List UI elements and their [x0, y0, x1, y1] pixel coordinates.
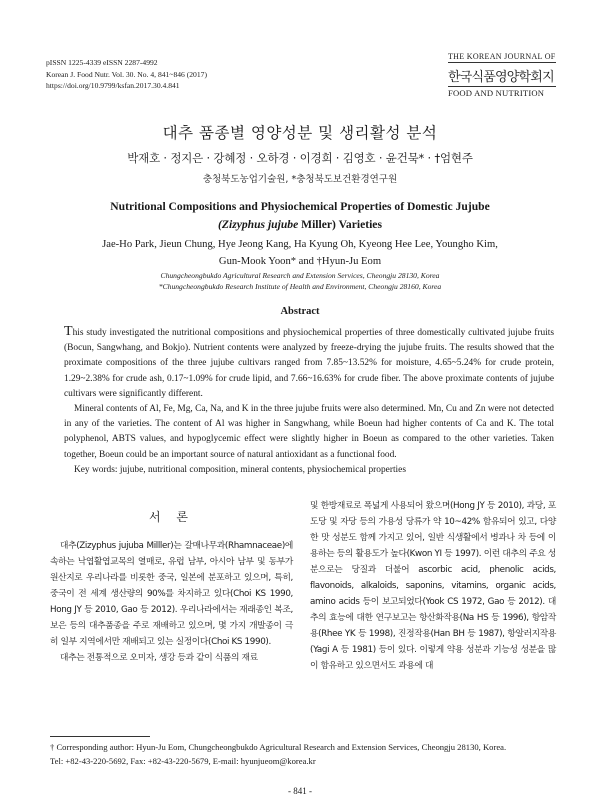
journal-name-en-bottom: FOOD AND NUTRITION [448, 86, 556, 98]
affil-en-line1: Chungcheongbukdo Agricultural Research and Extension Services, Cheongju 28130, Korea [160, 271, 440, 280]
paper-title-en [60, 198, 540, 234]
authors-en-line2: Gun-Mook Yoon* and †Hyun-Ju Eom [218, 255, 382, 267]
intro-right-text [310, 498, 556, 674]
journal-name-en-top: THE KOREAN JOURNAL OF [448, 52, 556, 61]
title-en-line1: Nutritional Compositions and Physiochemical Properties of Domestic Jujube [110, 200, 490, 213]
intro-paragraph-2: 대추는 전통적으로 오미자, 생강 등과 같이 식품의 재료 [60, 653, 258, 663]
footnote [50, 741, 560, 768]
paper-title-kr: 대추 품종별 영양성분 및 생리활성 분석 [162, 124, 438, 142]
abstract-paragraph-2: Mineral contents of Al, Fe, Mg, Ca, Na, and K in the three jujube fruits were also determined. Mn, Cu and Zn were not detected in any of the varieties. The content of Al was higher in Sangwhang, while Boeun had higher contents of Ca and K. The total polyphenol, ABTS values, and hypoglycemic effect were slightly higher in Boeun as compared to the other varieties. Taken together, Boeun could be an important source of natural antioxidant as a functional food. [64, 404, 554, 460]
species-name: (Zizyphus jujube [218, 218, 299, 231]
footnote-line2: Tel: +82-43-220-5692, Fax: +82-43-220-5679, E-mail: hyunjueom@korea.kr [50, 755, 316, 766]
page-number: - 841 - [288, 786, 312, 796]
abstract-p1-text: his study investigated the nutritional compositions and physiochemical properties of three domestically cultivated jujube fruits (Bocun, Sangwhang, and Bokjo). Nutrient contents were analyzed by freeze-drying the jujube fruits. The results showed that the proximate compositions of the three jujube cultivars ranged from 7.85~13.52% for moisture, 4.65~5.24% for crude protein, 1.29~2.38% for crude ash, 0.17~1.09% for crude lipid, and 7.66~16.63% for crude fiber. The above proximate contents of jujube cultivars were significantly different. [64, 328, 554, 399]
abstract-body [64, 324, 554, 478]
affiliation-kr: 충청북도농업기술원, *충청북도보건환경연구원 [202, 174, 398, 185]
journal-logo-block [448, 52, 556, 98]
intro-paragraph-1: 대추(Zizyphus jujuba Milller)는 갈매나무과(Rhamnaceae)에 속하는 낙엽활엽교목의 열매로, 유럽 남부, 아시아 남부 및 동부가 원산지로 우리나라를 비롯한 중국, 일본에 분포하고 있으며, 특히, 중국이 전 세계 생산량의 90%를 차지하고 있다(Choi KS 1990, Hong JY 등 2010, Gao 등 2012). 우리나라에서는 재래종인 복조, 보은 등의 대추품종을 주로 재배하고 있으며, 몇 가지 개발종이 극히 일부 지역에서만 재배되고 있는 실정이다(Choi KS 1990). [50, 541, 293, 647]
authors-en [70, 237, 530, 270]
authors-en-line1: Jae-Ho Park, Jieun Chung, Hye Jeong Kang, Ha Kyung Oh, Kyeong Hee Lee, Youngho Kim, [102, 239, 498, 250]
abstract-heading: Abstract [280, 306, 320, 317]
title-en-line2-rest: Miller) Varieties [298, 218, 382, 231]
title-en-line2 [60, 216, 540, 234]
intro-left-text [50, 538, 293, 666]
abstract-paragraph-1 [64, 324, 554, 402]
affil-en-line2: *Chungcheongbukdo Research Institute of Health and Environment, Cheongju 28160, Korea [158, 282, 442, 291]
dropcap: T [64, 324, 73, 339]
right-column [310, 498, 556, 674]
left-column [50, 498, 293, 666]
journal-citation-block [46, 57, 207, 92]
doi-link[interactable]: https://doi.org/10.9799/ksfan.2017.30.4.841 [46, 81, 180, 90]
footnote-rule [50, 736, 150, 737]
authors-kr: 박재호 · 정지은 · 강혜정 · 오하경 · 이경희 · 김영호 · 윤건묵* · †엄현주 [127, 151, 473, 165]
affiliation-en [60, 270, 540, 292]
intro-right-paragraph: 및 한방재료로 폭넓게 사용되어 왔으며(Hong JY 등 2010), 과당, 포도당 및 자당 등의 가용성 당류가 약 10~42% 함유되어 있고, 다양한 맛 성분도 함께 가지고 있어, 일반 식생활에서 병과나 차 등에 이용하는 등의 활용도가 높다(Kwon YI 등 1997). 이런 대추의 주요 성분으로는 당질과 더불어 ascorbic acid, phenolic acids, flavonoids, alkaloids, saponins, vitamins, organic acids, amino acids 등이 보고되었다(Yook CS 1972, Gao 등 2012). 대추의 효능에 대한 연구보고는 항산화작용(Na HS 등 1996), 항암작용(Rhee YK 등 1998), 진정작용(Han BH 등 1987), 항알러지작용(Yagi A 등 1981) 등이 있다. 이렇게 약용 성분과 기능성 성분을 많이 함유하고 있으면서도 과용에 대 [310, 501, 556, 671]
journal-name-kr: 한국식품영양학회지 [448, 70, 554, 85]
citation-line: Korean J. Food Nutr. Vol. 30. No. 4, 841~846 (2017) [46, 69, 207, 79]
footnote-line1: † Corresponding author: Hyun-Ju Eom, Chungcheongbukdo Agricultural Research and Extension Services, Cheongju 28130, Korea. [50, 742, 507, 752]
keywords: Key words: jujube, nutritional composition, mineral contents, physiochemical properties [74, 464, 406, 475]
section-title-intro: 서 론 [149, 510, 194, 524]
issn-line: pISSN 1225-4339 eISSN 2287-4992 [46, 58, 158, 67]
